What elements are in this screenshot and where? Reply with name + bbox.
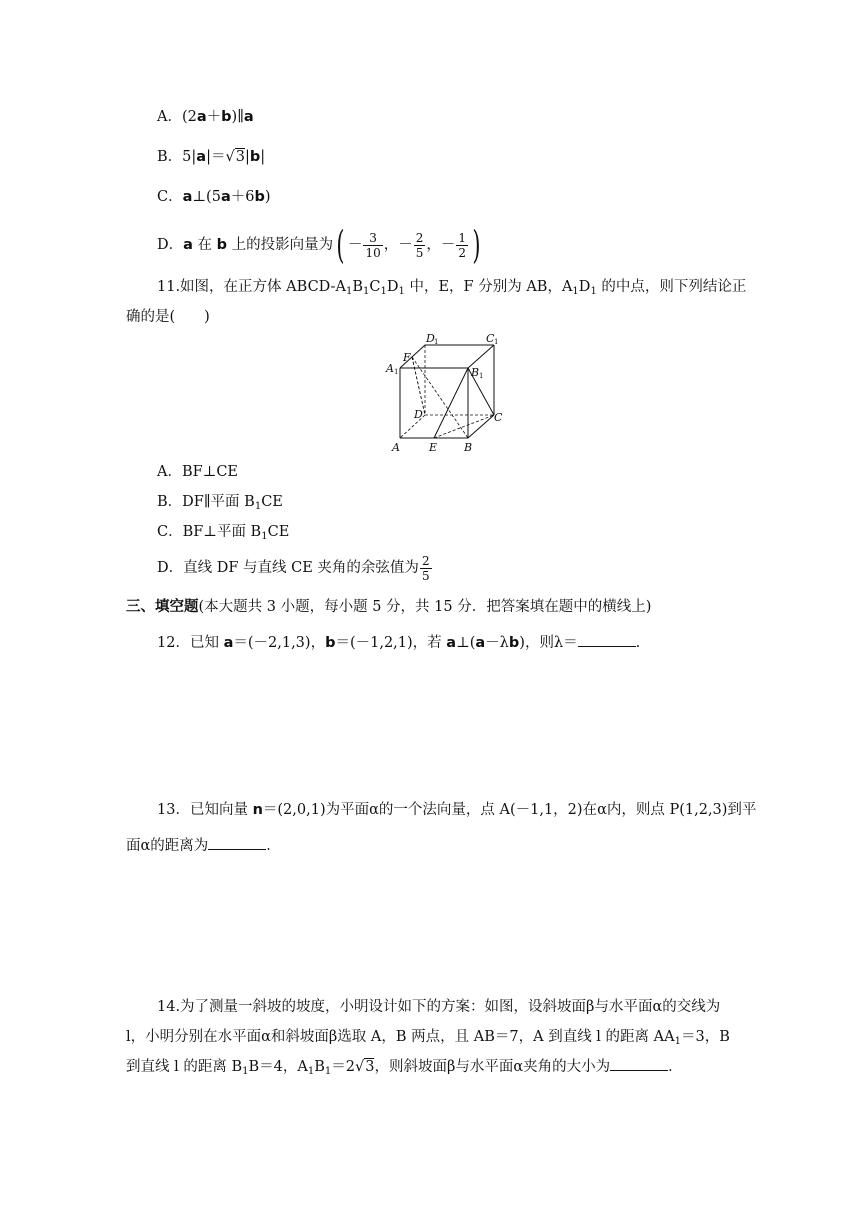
q12-text: 12．已知 a＝(－2,1,3)，b＝(－1,2,1)，若 a⊥(a－λb)，则λ＝ . <box>157 632 640 654</box>
svg-text:1: 1 <box>434 338 439 346</box>
q13-line1: 13．已知向量 n＝(2,0,1)为平面α的一个法向量，点 A(－1,1，2)在α内，则点 P(1,2,3)到平 <box>157 802 757 818</box>
q14-line1: 14.为了测量一斜坡的坡度，小明设计如下的方案：如图，设斜坡面β与水平面α的交线为 <box>157 999 721 1015</box>
label-a: A <box>392 441 400 454</box>
label-d: D <box>414 408 423 421</box>
q11-option-c: C．BF⊥平面 $B_1CE$ <box>157 524 290 542</box>
q11-option-a: A．BF⊥CE <box>157 464 239 480</box>
q11-stem-line1: 11.如图，在正方体 ABCD-$A_1B_1C_1D_1$ 中，E，F 分别为 AB，$A_1D_1$ 的中点，则下列结论正 <box>157 279 747 297</box>
label-d1: D <box>426 332 435 345</box>
label-b: B <box>464 441 473 454</box>
q14-answer-blank[interactable] <box>610 1056 668 1071</box>
label-a1: A <box>386 362 394 375</box>
label-f: F <box>403 351 411 364</box>
q11-option-b: B．DF∥平面 $B_1CE$ <box>157 494 283 512</box>
svg-text:1: 1 <box>494 338 499 346</box>
svg-text:1: 1 <box>394 368 399 376</box>
cube-figure <box>382 330 512 455</box>
q10-option-b: B．5|a|＝√3|b| <box>157 149 266 165</box>
label-b1: B <box>471 366 480 379</box>
q10-option-c: C．a⊥(5a＋6b) <box>157 189 271 205</box>
label-e: E <box>429 441 438 454</box>
q12-answer-blank[interactable] <box>578 632 636 647</box>
q11-stem-line2: 确的是( ) <box>126 309 210 325</box>
q13-line2: 面α的距离为 ． <box>126 835 281 857</box>
section-3-heading: 三、填空题(本大题共 3 小题，每小题 5 分，共 15 分．把答案填在题中的横线上) <box>126 599 652 615</box>
q13-answer-blank[interactable] <box>208 835 266 850</box>
q10-option-d: D．a 在 b 上的投影向量为( － $\frac{3}{10}$ ，－ $\frac{2}{5}$ ，－ $\frac{1}{2}$ ) <box>157 223 481 267</box>
q14-line3: 到直线 l 的距离 $B_1B=4$，$A_1B_1=2√3$，则斜坡面β与水平面α夹角的大小为 ． <box>126 1056 683 1083</box>
label-c: C <box>494 411 503 424</box>
svg-text:1: 1 <box>479 372 484 380</box>
q14-line2: l，小明分别在水平面α和斜坡面β选取 A，B 两点，且 AB＝7，A 到直线 l 的距离 $AA_1=3$，B <box>126 1029 730 1047</box>
label-c1: C <box>486 332 495 345</box>
q10-option-a: A．(2a＋b)∥a <box>157 109 254 125</box>
q11-option-d: D．直线 DF 与直线 CE 夹角的余弦值为 $\frac{2}{5}$ <box>157 553 430 583</box>
